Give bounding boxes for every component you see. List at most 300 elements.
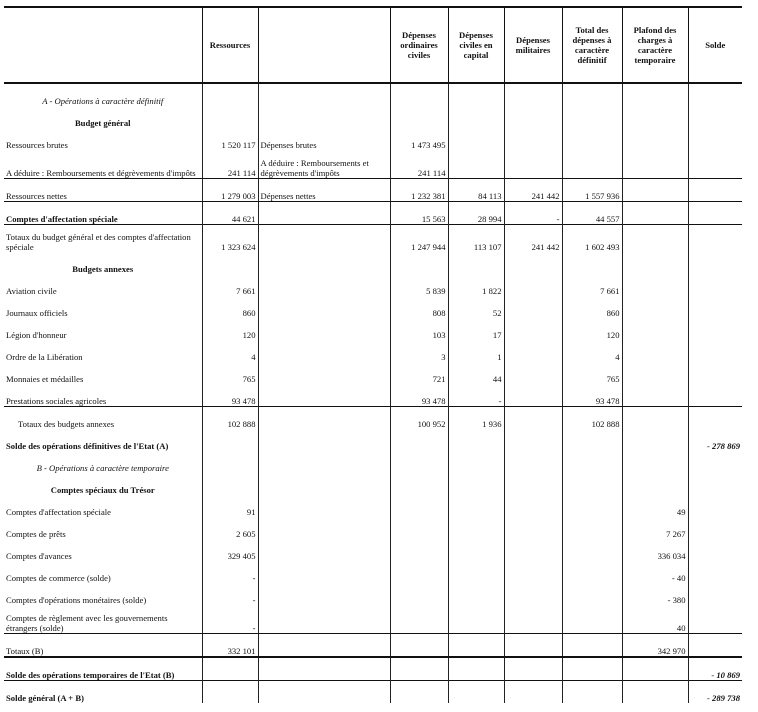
plafond-cell-text: 40 [676, 622, 686, 633]
table-row [4, 252, 742, 274]
table-row [4, 178, 742, 201]
table-row [4, 296, 742, 318]
row-label [4, 605, 202, 633]
total-cell [562, 473, 622, 495]
solde-cell [688, 680, 742, 703]
ressources-cell-text: 2 605 [236, 529, 256, 539]
total-cell-text: 120 [606, 330, 620, 340]
total-cell-text: 93 478 [595, 396, 620, 406]
row-label-text: Comptes d'opérations monétaires (solde) [6, 595, 147, 605]
row-label-text: Budgets annexes [72, 264, 134, 274]
plafond-cell [622, 362, 688, 384]
table-row [4, 407, 742, 430]
row-label [4, 633, 202, 657]
ressources-cell [202, 296, 258, 318]
total-cell-text: 860 [606, 308, 620, 318]
depenses-ordinaires-cell-text: 100 952 [417, 419, 446, 429]
ressources-cell [202, 201, 258, 224]
ressources-cell-text: 102 888 [227, 419, 256, 429]
depenses-capital-cell [448, 296, 504, 318]
solde-cell [688, 451, 742, 473]
row-label-text: Comptes de règlement avec les gouvernements étrangers (solde) [6, 612, 168, 633]
row-label-text: Ressources brutes [6, 140, 68, 150]
depenses-ordinaires-cell [390, 451, 448, 473]
row-label [4, 495, 202, 517]
total-cell [562, 517, 622, 539]
row-label [4, 362, 202, 384]
depenses-ordinaires-cell [390, 128, 448, 150]
total-cell-text: 4 [615, 352, 620, 362]
ressources-cell-text: 332 101 [227, 645, 256, 656]
ressources-cell [202, 657, 258, 681]
ressources-cell [202, 473, 258, 495]
table-row [4, 128, 742, 150]
table-row [4, 583, 742, 605]
depenses-capital-cell [448, 362, 504, 384]
total-cell [562, 106, 622, 128]
total-cell [562, 362, 622, 384]
ressources-cell [202, 83, 258, 106]
solde-cell [688, 252, 742, 274]
depenses-ordinaires-cell [390, 473, 448, 495]
ressources-cell [202, 128, 258, 150]
depenses-ordinaires-cell [390, 539, 448, 561]
header-total-depenses: Total des dépenses à caractère définitif [562, 7, 622, 83]
depenses-ordinaires-cell [390, 201, 448, 224]
depenses-capital-cell [448, 128, 504, 150]
row-label-text: Comptes de commerce (solde) [6, 573, 111, 583]
row-label [4, 106, 202, 128]
depenses-capital-cell [448, 252, 504, 274]
solde-cell [688, 178, 742, 201]
row-label [4, 340, 202, 362]
ressources-cell [202, 384, 258, 407]
total-cell [562, 451, 622, 473]
total-cell [562, 318, 622, 340]
row-label [4, 680, 202, 703]
plafond-cell [622, 451, 688, 473]
depenses-militaires-cell [504, 495, 562, 517]
row-label [4, 150, 202, 178]
ressources-cell-text: 241 114 [227, 167, 256, 178]
depenses-capital-cell [448, 633, 504, 657]
depenses-capital-cell [448, 201, 504, 224]
depenses-militaires-cell [504, 318, 562, 340]
depenses-militaires-cell [504, 252, 562, 274]
solde-cell [688, 605, 742, 633]
depenses-militaires-cell [504, 539, 562, 561]
header-depenses-capital: Dépenses civiles en capital [448, 7, 504, 83]
solde-cell [688, 429, 742, 451]
depenses-militaires-cell [504, 83, 562, 106]
depenses-ordinaires-cell [390, 605, 448, 633]
depense-label [258, 495, 390, 517]
depenses-capital-cell [448, 106, 504, 128]
table-row [4, 340, 742, 362]
depenses-militaires-cell [504, 561, 562, 583]
depenses-capital-cell-text: 113 107 [473, 242, 502, 252]
depense-label [258, 106, 390, 128]
row-label [4, 128, 202, 150]
ressources-cell-text: 329 405 [227, 551, 256, 561]
total-cell [562, 605, 622, 633]
solde-cell [688, 296, 742, 318]
depenses-militaires-cell [504, 150, 562, 178]
depenses-militaires-cell [504, 429, 562, 451]
total-cell [562, 340, 622, 362]
plafond-cell [622, 429, 688, 451]
ressources-cell [202, 680, 258, 703]
row-label-text: Comptes spéciaux du Trésor [50, 485, 155, 495]
depenses-capital-cell [448, 473, 504, 495]
depense-label-text [261, 419, 273, 429]
header-blank-left [4, 7, 202, 83]
row-label-text: Solde des opérations définitives de l'Etat (A) [6, 441, 169, 451]
depenses-capital-cell-text: 28 994 [477, 213, 502, 224]
solde-cell [688, 362, 742, 384]
depenses-militaires-cell [504, 473, 562, 495]
depense-label [258, 473, 390, 495]
plafond-cell [622, 473, 688, 495]
ressources-cell-text: 1 279 003 [221, 190, 256, 201]
total-cell [562, 83, 622, 106]
ressources-cell [202, 407, 258, 430]
depenses-militaires-cell [504, 224, 562, 252]
depenses-ordinaires-cell [390, 495, 448, 517]
plafond-cell [622, 150, 688, 178]
ressources-cell-text: 7 661 [236, 286, 256, 296]
solde-cell [688, 83, 742, 106]
depenses-capital-cell-text: 1 936 [482, 419, 502, 429]
total-cell [562, 680, 622, 703]
row-label-text: Totaux des budgets annexes [18, 419, 115, 429]
depense-label [258, 318, 390, 340]
table-row [4, 83, 742, 106]
depense-label [258, 362, 390, 384]
depense-label [258, 201, 390, 224]
depenses-ordinaires-cell [390, 178, 448, 201]
plafond-cell [622, 633, 688, 657]
depenses-ordinaires-cell-text: 721 [432, 374, 446, 384]
plafond-cell-text: 49 [676, 507, 686, 517]
plafond-cell [622, 252, 688, 274]
depense-label-text: A déduire : Remboursements et dégrèvements d'impôts [260, 157, 369, 178]
depenses-militaires-cell [504, 583, 562, 605]
depense-label [258, 128, 390, 150]
depenses-militaires-cell-text: 241 442 [531, 242, 560, 252]
ressources-cell [202, 583, 258, 605]
total-cell [562, 429, 622, 451]
plafond-cell [622, 106, 688, 128]
row-label-text: Ordre de la Libération [6, 352, 83, 362]
depenses-ordinaires-cell [390, 583, 448, 605]
table-row [4, 384, 742, 407]
plafond-cell [622, 517, 688, 539]
table-row [4, 517, 742, 539]
total-cell [562, 583, 622, 605]
solde-cell [688, 201, 742, 224]
depense-label [258, 224, 390, 252]
total-cell-text: 7 661 [600, 286, 620, 296]
row-label-text: Journaux officiels [6, 308, 68, 318]
row-label [4, 657, 202, 681]
row-label [4, 384, 202, 407]
ressources-cell [202, 106, 258, 128]
ressources-cell [202, 605, 258, 633]
depenses-militaires-cell [504, 106, 562, 128]
depenses-capital-cell [448, 384, 504, 407]
table-row [4, 150, 742, 178]
depenses-capital-cell [448, 495, 504, 517]
ressources-cell-text: 91 [246, 507, 256, 517]
depenses-ordinaires-cell [390, 657, 448, 681]
header-depenses-militaires: Dépenses militaires [504, 7, 562, 83]
depenses-capital-cell [448, 224, 504, 252]
depenses-militaires-cell [504, 384, 562, 407]
row-label [4, 318, 202, 340]
total-cell [562, 539, 622, 561]
depenses-ordinaires-cell [390, 318, 448, 340]
depense-label [258, 407, 390, 430]
row-label-text: A - Opérations à caractère définitif [42, 96, 164, 106]
depenses-militaires-cell [504, 633, 562, 657]
ressources-cell [202, 633, 258, 657]
depenses-capital-cell-text: 1 [497, 352, 502, 362]
depenses-capital-cell [448, 539, 504, 561]
ressources-cell [202, 318, 258, 340]
total-cell [562, 495, 622, 517]
depenses-militaires-cell [504, 128, 562, 150]
row-label [4, 451, 202, 473]
depenses-ordinaires-cell [390, 407, 448, 430]
row-label [4, 201, 202, 224]
depenses-capital-cell [448, 583, 504, 605]
header-row [4, 7, 742, 83]
header-depenses-ordinaires: Dépenses ordinaires civiles [390, 7, 448, 83]
row-label [4, 473, 202, 495]
depenses-capital-cell [448, 318, 504, 340]
depenses-ordinaires-cell-text: 1 232 381 [411, 190, 446, 201]
row-label [4, 583, 202, 605]
table-row [4, 561, 742, 583]
plafond-cell [622, 407, 688, 430]
depenses-capital-cell [448, 83, 504, 106]
total-cell [562, 178, 622, 201]
row-label [4, 429, 202, 451]
plafond-cell [622, 296, 688, 318]
ressources-cell [202, 362, 258, 384]
depenses-capital-cell-text: 44 [492, 374, 502, 384]
solde-cell [688, 318, 742, 340]
total-cell [562, 296, 622, 318]
budget-table [4, 6, 742, 703]
depense-label [258, 657, 390, 681]
depenses-capital-cell [448, 657, 504, 681]
depenses-militaires-cell-text: - [556, 213, 560, 224]
solde-cell [688, 495, 742, 517]
header-solde: Solde [688, 7, 742, 83]
ressources-cell [202, 340, 258, 362]
row-label [4, 561, 202, 583]
depenses-capital-cell [448, 451, 504, 473]
ressources-cell-text: 120 [242, 330, 256, 340]
table-body [4, 83, 742, 703]
depenses-capital-cell-text: 17 [492, 330, 502, 340]
plafond-cell [622, 561, 688, 583]
total-cell-text: 44 557 [595, 213, 620, 224]
depenses-capital-cell [448, 680, 504, 703]
depenses-militaires-cell [504, 340, 562, 362]
table-row [4, 657, 742, 681]
depenses-capital-cell-text: 52 [492, 308, 502, 318]
depenses-ordinaires-cell [390, 384, 448, 407]
ressources-cell-text: 44 621 [231, 213, 256, 224]
table-row [4, 224, 742, 252]
depenses-capital-cell-text: - [498, 396, 502, 406]
depense-label [258, 539, 390, 561]
depenses-militaires-cell [504, 274, 562, 296]
plafond-cell [622, 274, 688, 296]
depenses-militaires-cell [504, 657, 562, 681]
plafond-cell [622, 495, 688, 517]
ressources-cell-text: 765 [242, 374, 256, 384]
plafond-cell [622, 128, 688, 150]
depense-label [258, 451, 390, 473]
depenses-militaires-cell [504, 517, 562, 539]
ressources-cell-text: 1 520 117 [221, 140, 256, 150]
ressources-cell-text: 860 [242, 308, 256, 318]
ressources-cell [202, 224, 258, 252]
depenses-militaires-cell [504, 680, 562, 703]
total-cell [562, 150, 622, 178]
solde-cell [688, 517, 742, 539]
table-row [4, 274, 742, 296]
depense-label [258, 680, 390, 703]
depense-label-text: Dépenses nettes [260, 190, 316, 201]
row-label-text: Comptes d'avances [6, 551, 72, 561]
depenses-militaires-cell [504, 201, 562, 224]
depenses-ordinaires-cell-text: 1 473 495 [411, 140, 446, 150]
row-label [4, 539, 202, 561]
depenses-capital-cell [448, 561, 504, 583]
depenses-ordinaires-cell [390, 224, 448, 252]
table-row [4, 633, 742, 657]
row-label [4, 517, 202, 539]
depenses-militaires-cell [504, 407, 562, 430]
row-label-text: Monnaies et médailles [6, 374, 84, 384]
total-cell-text: 102 888 [591, 419, 620, 429]
row-label-text: Ressources nettes [6, 190, 67, 201]
solde-cell-text: - 278 869 [707, 441, 740, 451]
table-row [4, 318, 742, 340]
depenses-militaires-cell [504, 605, 562, 633]
plafond-cell [622, 340, 688, 362]
depense-label [258, 296, 390, 318]
plafond-cell [622, 201, 688, 224]
depense-label [258, 517, 390, 539]
solde-cell [688, 633, 742, 657]
total-cell [562, 128, 622, 150]
plafond-cell [622, 224, 688, 252]
solde-cell [688, 473, 742, 495]
depense-label [258, 340, 390, 362]
depenses-capital-cell [448, 274, 504, 296]
plafond-cell-text: 7 267 [666, 529, 686, 539]
table-row [4, 201, 742, 224]
total-cell-text: 765 [606, 374, 620, 384]
ressources-cell [202, 274, 258, 296]
total-cell [562, 633, 622, 657]
row-label [4, 296, 202, 318]
plafond-cell [622, 583, 688, 605]
ressources-cell-text: 93 478 [231, 396, 256, 406]
depenses-ordinaires-cell [390, 150, 448, 178]
ressources-cell [202, 150, 258, 178]
depenses-capital-cell [448, 605, 504, 633]
row-label [4, 407, 202, 430]
total-cell [562, 224, 622, 252]
solde-cell [688, 224, 742, 252]
depense-label [258, 633, 390, 657]
depense-label [258, 274, 390, 296]
total-cell [562, 384, 622, 407]
depenses-ordinaires-cell-text: 103 [432, 330, 446, 340]
row-label-text: Prestations sociales agricoles [6, 396, 107, 406]
depense-label [258, 583, 390, 605]
solde-cell [688, 657, 742, 681]
table-row [4, 473, 742, 495]
total-cell-text: 1 557 936 [585, 190, 620, 201]
depenses-ordinaires-cell [390, 252, 448, 274]
total-cell [562, 657, 622, 681]
depenses-ordinaires-cell-text: 15 563 [421, 213, 446, 224]
depenses-ordinaires-cell-text: 5 839 [426, 286, 446, 296]
depenses-ordinaires-cell-text: 808 [432, 308, 446, 318]
depense-label [258, 83, 390, 106]
row-label-text: Solde des opérations temporaires de l'Etat (B) [6, 669, 175, 680]
row-label-text: Comptes de prêts [6, 529, 66, 539]
depenses-ordinaires-cell [390, 83, 448, 106]
row-label-text: Solde général (A + B) [6, 692, 84, 703]
depense-label [258, 252, 390, 274]
depenses-capital-cell [448, 517, 504, 539]
plafond-cell-text: 342 970 [657, 645, 686, 656]
depenses-ordinaires-cell [390, 633, 448, 657]
row-label-text: Totaux (B) [6, 645, 44, 656]
table-row [4, 539, 742, 561]
plafond-cell [622, 178, 688, 201]
depenses-capital-cell [448, 407, 504, 430]
depenses-ordinaires-cell [390, 680, 448, 703]
depenses-ordinaires-cell [390, 340, 448, 362]
row-label-text: Légion d'honneur [6, 330, 67, 340]
solde-cell [688, 539, 742, 561]
header-ressources: Ressources [202, 7, 258, 83]
depenses-militaires-cell [504, 451, 562, 473]
solde-cell [688, 128, 742, 150]
depenses-ordinaires-cell-text: 3 [441, 352, 446, 362]
depense-label [258, 178, 390, 201]
total-cell [562, 201, 622, 224]
depenses-ordinaires-cell [390, 296, 448, 318]
depenses-ordinaires-cell-text: 241 114 [417, 167, 446, 178]
ressources-cell [202, 252, 258, 274]
depenses-ordinaires-cell [390, 362, 448, 384]
depenses-capital-cell [448, 178, 504, 201]
row-label [4, 274, 202, 296]
plafond-cell-text: - 40 [671, 573, 686, 583]
depenses-ordinaires-cell [390, 561, 448, 583]
